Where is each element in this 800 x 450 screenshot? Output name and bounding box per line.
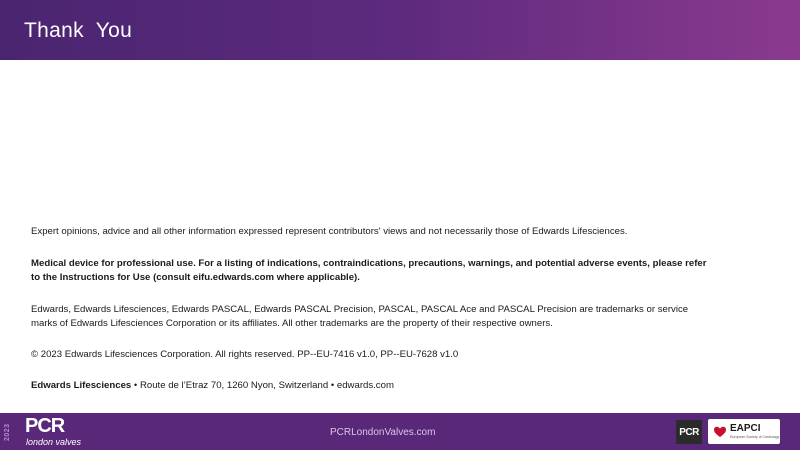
logo-year: 2023 bbox=[4, 423, 11, 441]
header-bar bbox=[0, 0, 800, 60]
copyright-text: © 2023 Edwards Lifesciences Corporation. All rights reserved. PP--EU-7416 v1.0, PP--EU-7628 v1.0 bbox=[31, 349, 459, 360]
pcr-badge-logo: PCR bbox=[676, 420, 702, 444]
company-name: Edwards Lifesciences bbox=[31, 380, 132, 391]
eapci-label: EAPCI bbox=[730, 423, 761, 434]
pcr-logo-subtitle: london valves bbox=[26, 437, 82, 447]
pcr-logo: PCR bbox=[25, 415, 65, 437]
page-title: Thank You bbox=[24, 19, 133, 42]
disclaimer-text: Expert opinions, advice and all other information expressed represent contributors' views and not necessarily those of Edwards Lifesciences. bbox=[31, 226, 628, 237]
footer-url-link[interactable]: PCRLondonValves.com bbox=[330, 427, 436, 438]
trademarks-text: Edwards, Edwards Lifesciences, Edwards PASCAL, Edwards PASCAL Precision, PASCAL, PASCAL Ace and PASCAL Precision are trademarks or service marks of Edwards Lifesciences Corporation or its affiliates. All other trademarks are the property of their respective owners. bbox=[31, 304, 689, 329]
address-text: • Route de l’Etraz 70, 1260 Nyon, Switzerland • edwards.com bbox=[131, 380, 394, 391]
eapci-logo bbox=[708, 419, 780, 444]
heart-icon bbox=[713, 425, 727, 439]
eapci-subtitle: European Society of Cardiology bbox=[730, 435, 780, 439]
medical-notice-text: Medical device for professional use. For a listing of indications, contraindications, precautions, warnings, and potential adverse events, please refer to the Instructions for Use (consult eifu.edwards.com where applicable). bbox=[31, 258, 707, 283]
company-address bbox=[31, 379, 711, 393]
